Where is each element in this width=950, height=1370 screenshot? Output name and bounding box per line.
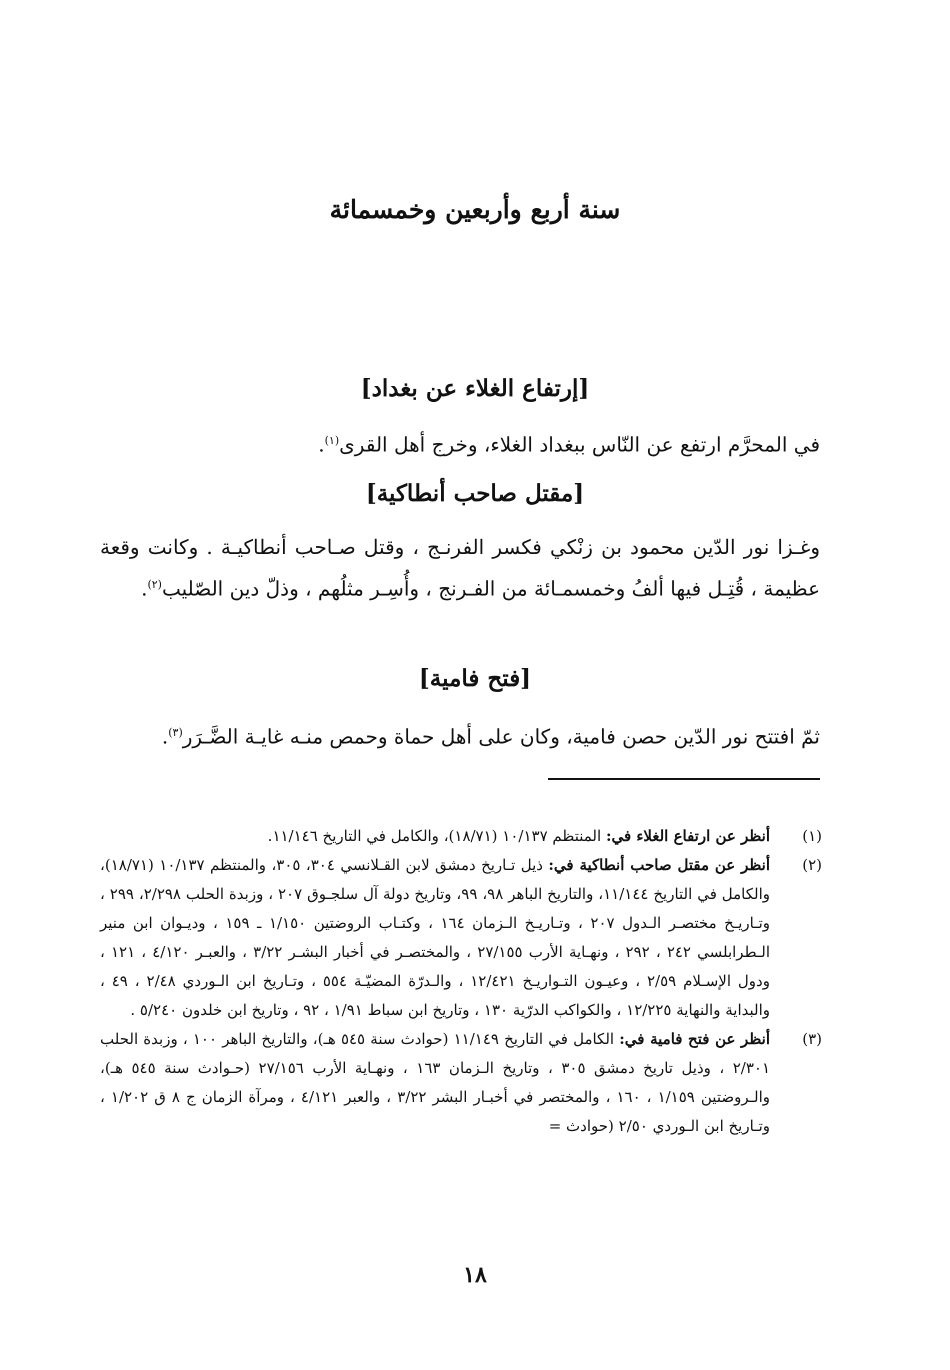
paragraph-text: ثمّ افتتح نور الدّين حصن فامية، وكان على أهل حماة وحمص منـه غايـة الضَّـرَر <box>182 724 820 749</box>
section-heading-1: [إرتفاع الغلاء عن بغداد] <box>360 375 590 402</box>
footnote-text: الكامل في التاريخ ١١/١٤٩ (حوادث سنة ٥٤٥ هـ)، والتاريخ الباهر ١٠٠ ، وزبدة الحلب ٢/٣٠١ ، وذيل تاريخ دمشق ٣٠٥ ، وتاريخ الـزمان ١٦٣ ، ونهـاية الأرب ٢٧/١٥٦ (حـوادث سنة ٥٤٥ هـ)، والـروضتين ١/١٥٩ ، ١٦٠ ، والمختصر في أخبـار البشر ٣/٢٢ ، والعبر ٤/١٢١ ، ومرآة الزمان ج ٨ ق ١/٢٠٢ ، وتـاريخ ابن الـوردي ٢/٥٠ (حوادث = <box>100 1030 771 1135</box>
footnote-ref: (٣) <box>168 726 183 739</box>
footnote-number: (١) <box>802 827 822 845</box>
section-heading-3: [فتح فامية] <box>418 665 532 692</box>
page-number: ١٨ <box>463 1262 487 1288</box>
section-heading-2: [مقتل صاحب أنطاكية] <box>365 480 585 507</box>
footnote-3 <box>100 1025 822 1141</box>
footnote-text: ذيل تـاريخ دمشق لابن القـلانسي ٣٠٤، ٣٠٥، والمنتظم ١٠/١٣٧ (١٨/٧١)، والكامل في التاريخ ١١/١٤٤، والتاريخ الباهر ٩٨، ٩٩، وتاريخ دولة آل سلجـوق ٢٠٧ ، وزبدة الحلب ٢/٢٩٨، ٢٩٩ ، وتـاريـخ مختصـر الـدول ٢٠٧ ، وتـاريـخ الـزمان ١٦٤ ، وكتـاب الروضتين ١/١٥٠ ـ ١٥٩ ، وديـوان ابن منير الـطرابلسي ٢٤٢ ، ٢٩٢ ، ونهـاية الأرب ٢٧/١٥٥ ، والمختصـر في أخبار البشـر ٣/٢٢ ، والعبـر ٤/١٢٠ ، ١٢١ ، ودول الإسـلام ٢/٥٩ ، وعيـون التـواريـخ ١٢/٤٢١ ، والـدرّة المضيّـة ٥٥٤ ، وتـاريخ ابن الـوردي ٢/٤٨ ، ٤٩ ، والبداية والنهاية ١٢/٢٢٥ ، والكواكب الدرّية ١٣٠ ، وتاريخ ابن سباط ١/٩١ ، ٩٢ ، وتاريخ ابن خلدون ٥/٢٤٠ . <box>100 856 771 1019</box>
footnote-1 <box>100 822 822 851</box>
paragraph-text: في المحرَّم ارتفع عن النّاس ببغداد الغلاء، وخرج أهل القرى <box>339 432 820 457</box>
footnote-text: المنتظم ١٠/١٣٧ (١٨/٧١)، والكامل في التاريخ ١١/١٤٦. <box>267 827 606 845</box>
footnote-lead: أنظر عن ارتفاع الغلاء في: <box>605 827 770 845</box>
footnote-ref: (١) <box>324 434 340 447</box>
footnote-2 <box>100 851 822 1025</box>
section-paragraph-1: في المحرَّم ارتفع عن النّاس ببغداد الغلاء، وخرج أهل القرى$^{(١)}$. <box>318 432 820 457</box>
paragraph-text: وغـزا نور الدّين محمود بن زنْكي فكسر الفرنـج ، وقتل صـاحب أنطاكيـة . وكانت وقعة عظيمة ، قُتِـل فيها ألفُ وخمسمـائة من الفـرنج ، وأُسِـر مثلُهم ، وذلّ دين الصّليب <box>100 535 820 601</box>
footnote-body <box>100 1025 770 1141</box>
footnote-body <box>100 851 770 1025</box>
footnote-number: (٢) <box>802 856 822 874</box>
footnotes <box>100 822 822 1141</box>
section-paragraph-2: وغـزا نور الدّين محمود بن زنْكي فكسر الفرنـج ، وقتل صـاحب أنطاكيـة . وكانت وقعة عظيمة ، قُتِـل فيها ألفُ وخمسمـائة من الفـرنج ، وأُسِـر مثلُهم ، وذلّ دين الصّليب$^{(٢)}$. <box>100 535 820 601</box>
section-paragraph-3: ثمّ افتتح نور الدّين حصن فامية، وكان على أهل حماة وحمص منـه غايـة الضَّـرَر$^{(٣)}$. <box>161 724 820 749</box>
footnote-lead: أنظر عن مقتل صاحب أنطاكية في: <box>548 856 771 874</box>
chapter-title: سنة أربع وأربعين وخمسمائة <box>329 195 621 224</box>
footnote-number: (٣) <box>802 1030 822 1048</box>
footnote-separator <box>548 778 820 780</box>
footnote-ref: (٢) <box>147 578 162 591</box>
footnote-lead: أنظر عن فتح فامية في: <box>619 1030 770 1048</box>
footnote-body <box>100 822 770 851</box>
